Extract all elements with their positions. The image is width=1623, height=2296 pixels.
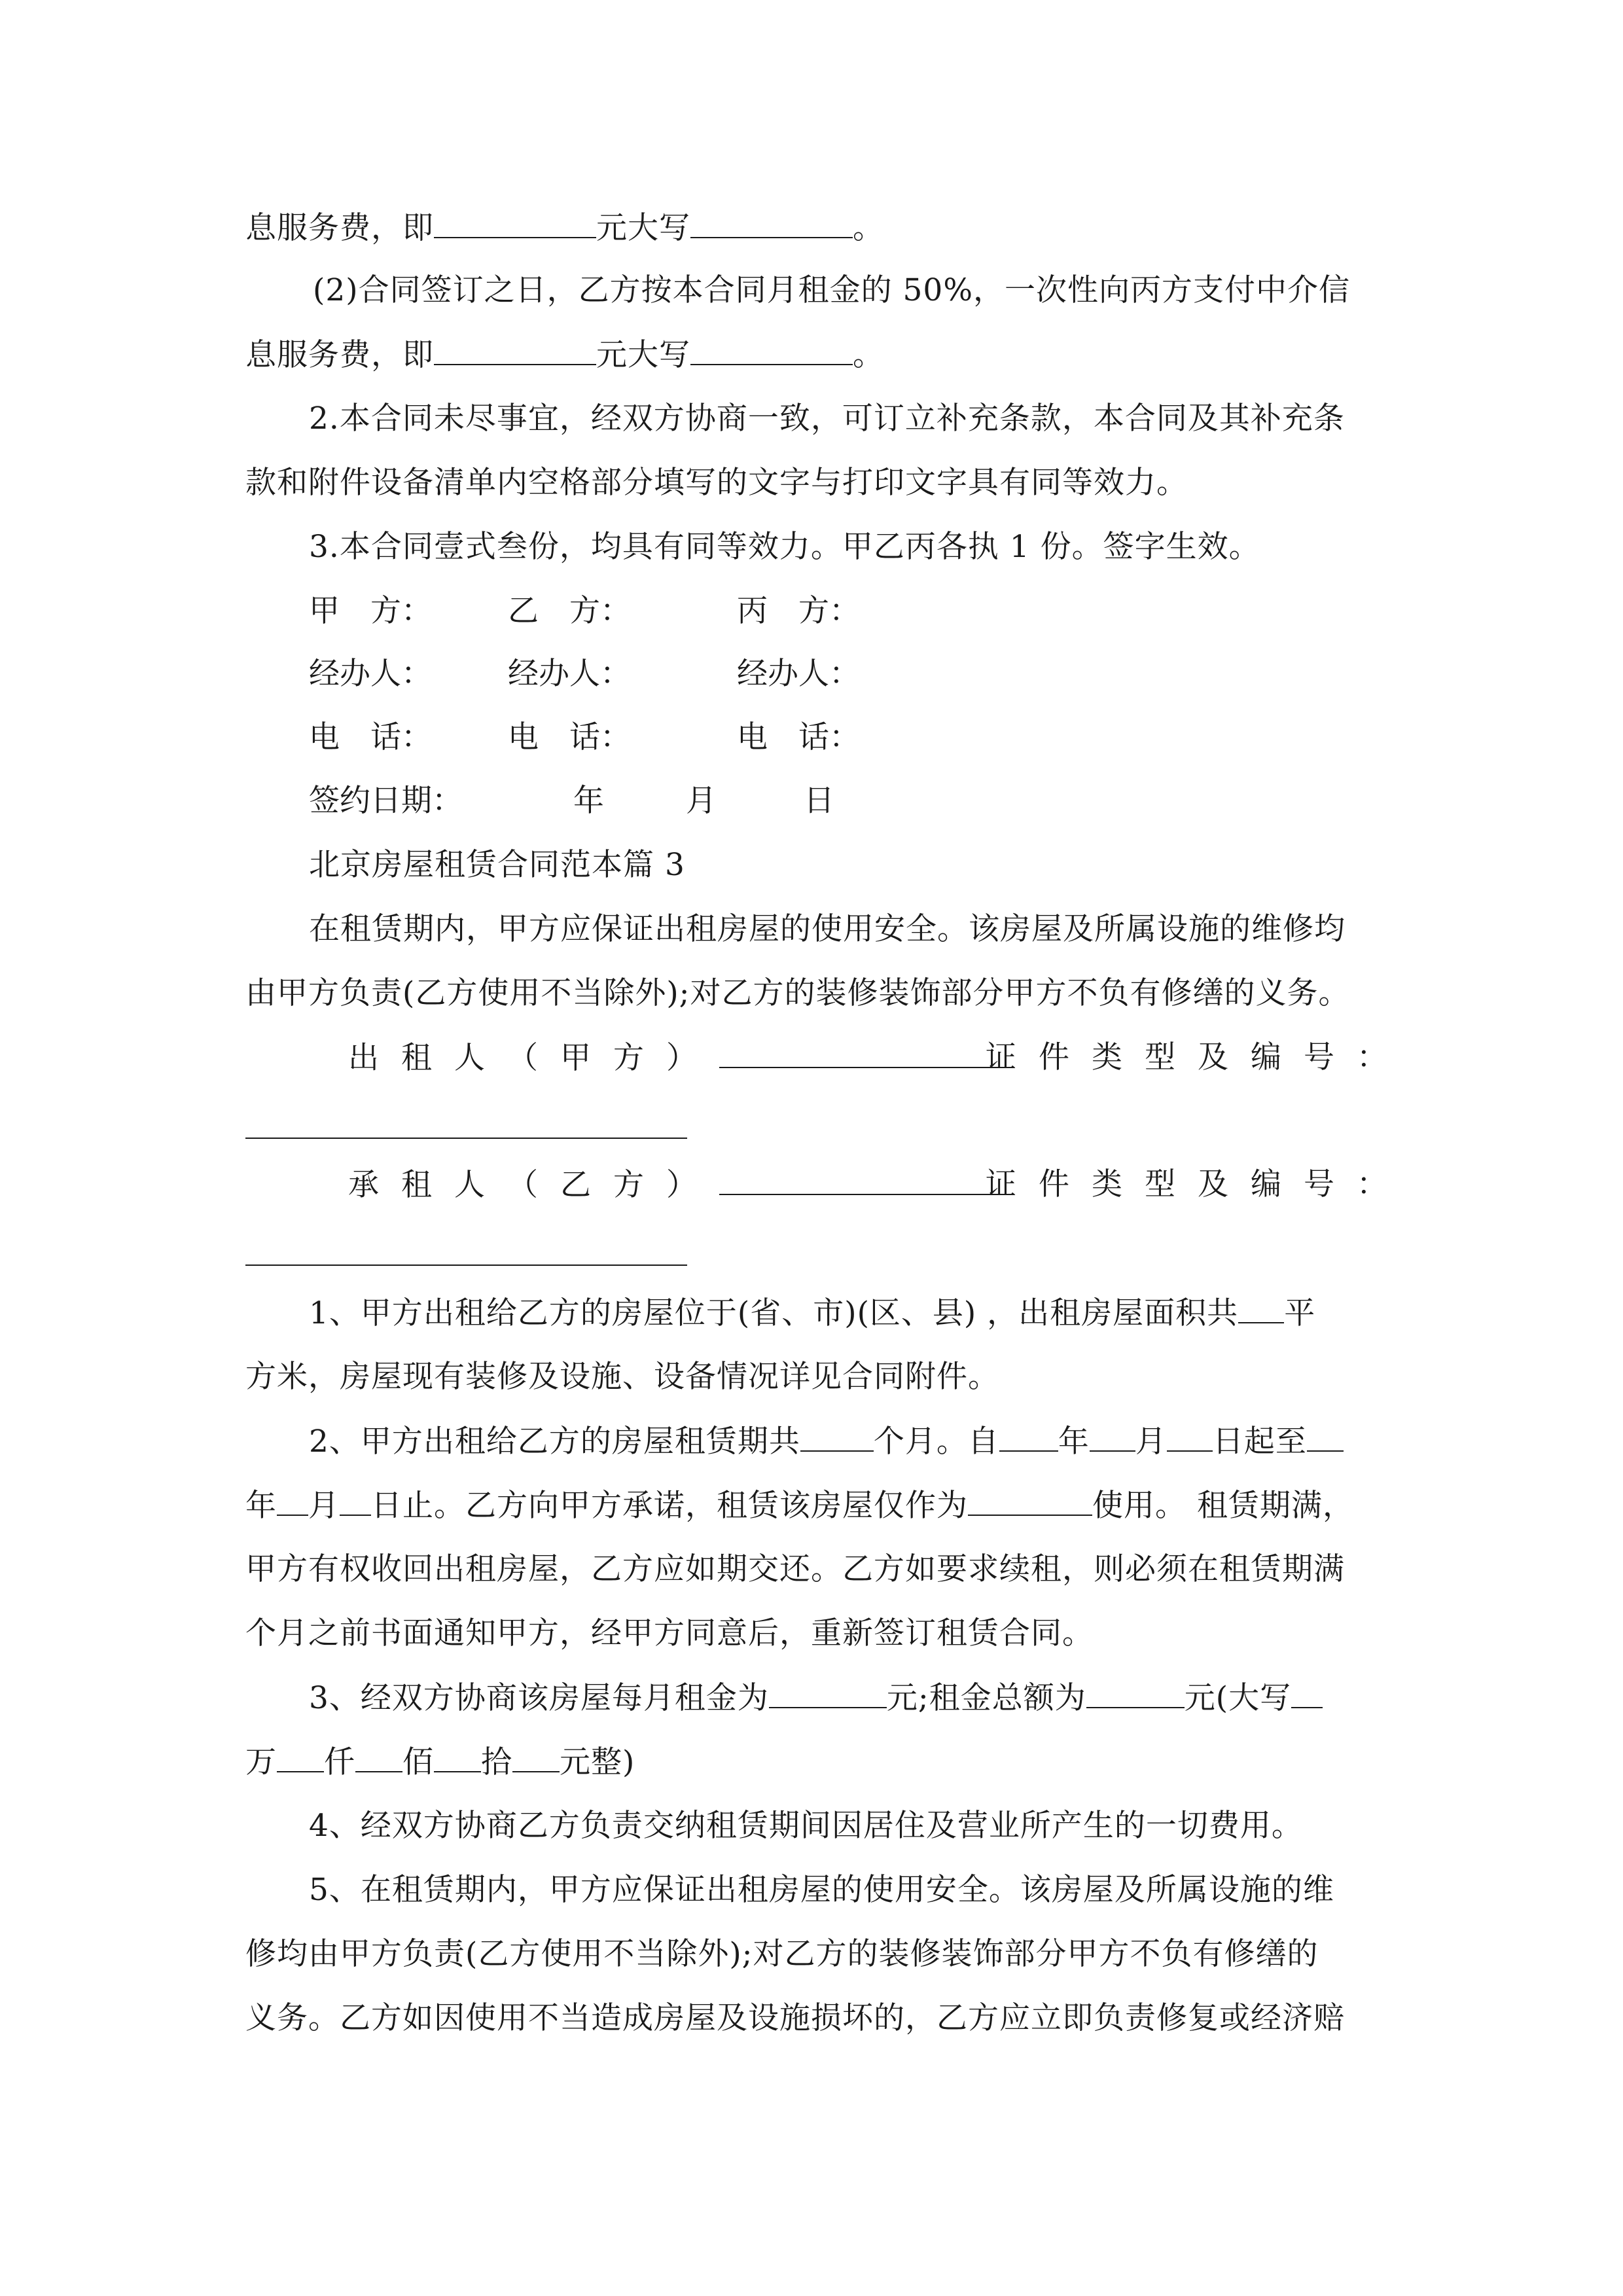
fill-blank	[434, 1742, 481, 1772]
sign-date-day: 日	[804, 783, 834, 819]
section-title: 北京房屋租赁合同范本篇 3	[309, 847, 685, 883]
lessee-line	[348, 1165, 1012, 1205]
lessee-label: 承租人（乙方）	[348, 1167, 719, 1203]
clause-1-line: 方米，房屋现有装修及设施、设备情况详见合同附件。	[245, 1359, 999, 1395]
clause-3-line: 3、经双方协商该房屋每月租金为 元;租金总额为 元(大写	[309, 1678, 1323, 1718]
clause-4-line: 4、经双方协商乙方负责交纳租赁期间因居住及营业所产生的一切费用。	[309, 1808, 1303, 1844]
party-b-label: 乙 方：	[508, 593, 631, 629]
sign-date-year: 年	[573, 783, 604, 819]
party-a-label: 甲 方：	[309, 593, 432, 629]
agent-c-label: 经办人：	[737, 656, 860, 692]
clause-3-line: 万 仟 佰 拾 元整)	[245, 1742, 635, 1782]
phone-a-label: 电 话：	[309, 719, 432, 755]
paragraph-line: 2.本合同未尽事宜，经双方协商一致，可订立补充条款，本合同及其补充条	[309, 401, 1345, 437]
text-fragment: 息服务费，即	[245, 337, 434, 373]
paragraph-line: 3.本合同壹式叁份，均具有同等效力。甲乙丙各执 1 份。签字生效。	[309, 529, 1260, 565]
fill-blank	[512, 1742, 560, 1772]
clause-2-line: 2、甲方出租给乙方的房屋租赁期共 个月。自 年 月 日起至	[309, 1422, 1344, 1462]
party-c-label: 丙 方：	[737, 593, 860, 629]
agent-a-label: 经办人：	[309, 656, 432, 692]
clause-5-line: 义务。乙方如因使用不当造成房屋及设施损坏的，乙方应立即负责修复或经济赔	[245, 2000, 1345, 2036]
text-fragment: 。	[853, 210, 884, 246]
fill-blank	[719, 1165, 1012, 1195]
clause-2-line: 甲方有权收回出租房屋，乙方应如期交还。乙方如要求续租，则必须在租赁期满	[245, 1551, 1345, 1587]
lessor-id-label: 证件类型及编号：	[986, 1039, 1410, 1075]
fill-blank	[277, 1742, 324, 1772]
fill-blank	[1090, 1422, 1135, 1452]
phone-b-label: 电 话：	[508, 719, 631, 755]
fill-blank	[719, 1038, 1012, 1068]
paragraph-line	[245, 335, 884, 375]
fill-blank	[690, 208, 853, 238]
paragraph-line: 在租赁期内，甲方应保证出租房屋的使用安全。该房屋及所属设施的维修均	[309, 911, 1346, 947]
lessor-line	[348, 1038, 1012, 1078]
fill-blank	[1291, 1678, 1323, 1708]
fill-blank	[434, 208, 596, 238]
fill-blank	[1086, 1678, 1185, 1708]
clause-5-line: 5、在租赁期内，甲方应保证出租房屋的使用安全。该房屋及所属设施的维	[309, 1872, 1334, 1908]
paragraph-line: 款和附件设备清单内空格部分填写的文字与打印文字具有同等效力。	[245, 465, 1188, 501]
text-fragment: 元大写	[596, 210, 690, 246]
fill-blank	[340, 1486, 371, 1516]
fill-blank	[968, 1486, 1092, 1516]
fill-blank	[690, 335, 853, 365]
text-fragment: 。	[853, 337, 884, 373]
phone-c-label: 电 话：	[737, 719, 860, 755]
lessor-label: 出租人（甲方）	[348, 1040, 719, 1076]
paragraph-line	[245, 208, 884, 248]
paragraph-line: 由甲方负责(乙方使用不当除外);对乙方的装修装饰部分甲方不负有修缮的义务。	[245, 975, 1350, 1011]
fill-blank	[999, 1422, 1058, 1452]
text-fragment: 元大写	[596, 337, 690, 373]
fill-blank	[434, 335, 596, 365]
agent-b-label: 经办人：	[508, 656, 631, 692]
fill-blank	[800, 1422, 874, 1452]
text-fragment: 息服务费，即	[245, 210, 434, 246]
sign-date-month: 月	[686, 783, 717, 819]
fill-blank	[1238, 1293, 1284, 1323]
fill-blank	[769, 1678, 887, 1708]
fill-blank	[277, 1486, 308, 1516]
fill-blank	[1167, 1422, 1213, 1452]
fill-line	[245, 1265, 687, 1266]
fill-blank	[355, 1742, 402, 1772]
fill-line	[245, 1138, 687, 1139]
clause-5-line: 修均由甲方负责(乙方使用不当除外);对乙方的装修装饰部分甲方不负有修缮的	[245, 1936, 1319, 1972]
paragraph-line: (2)合同签订之日，乙方按本合同月租金的 50%，一次性向丙方支付中介信	[313, 272, 1350, 308]
lessee-id-label: 证件类型及编号：	[986, 1166, 1410, 1202]
sign-date-label: 签约日期：	[309, 783, 463, 819]
clause-2-line: 个月之前书面通知甲方，经甲方同意后，重新签订租赁合同。	[245, 1615, 1094, 1651]
clause-1-line: 1、甲方出租给乙方的房屋位于(省、市)(区、县) ，出租房屋面积共 平	[309, 1293, 1315, 1333]
fill-blank	[1307, 1422, 1344, 1452]
clause-2-line: 年 月 日止。乙方向甲方承诺，租赁该房屋仅作为 使用。 租赁期满，	[245, 1486, 1354, 1526]
